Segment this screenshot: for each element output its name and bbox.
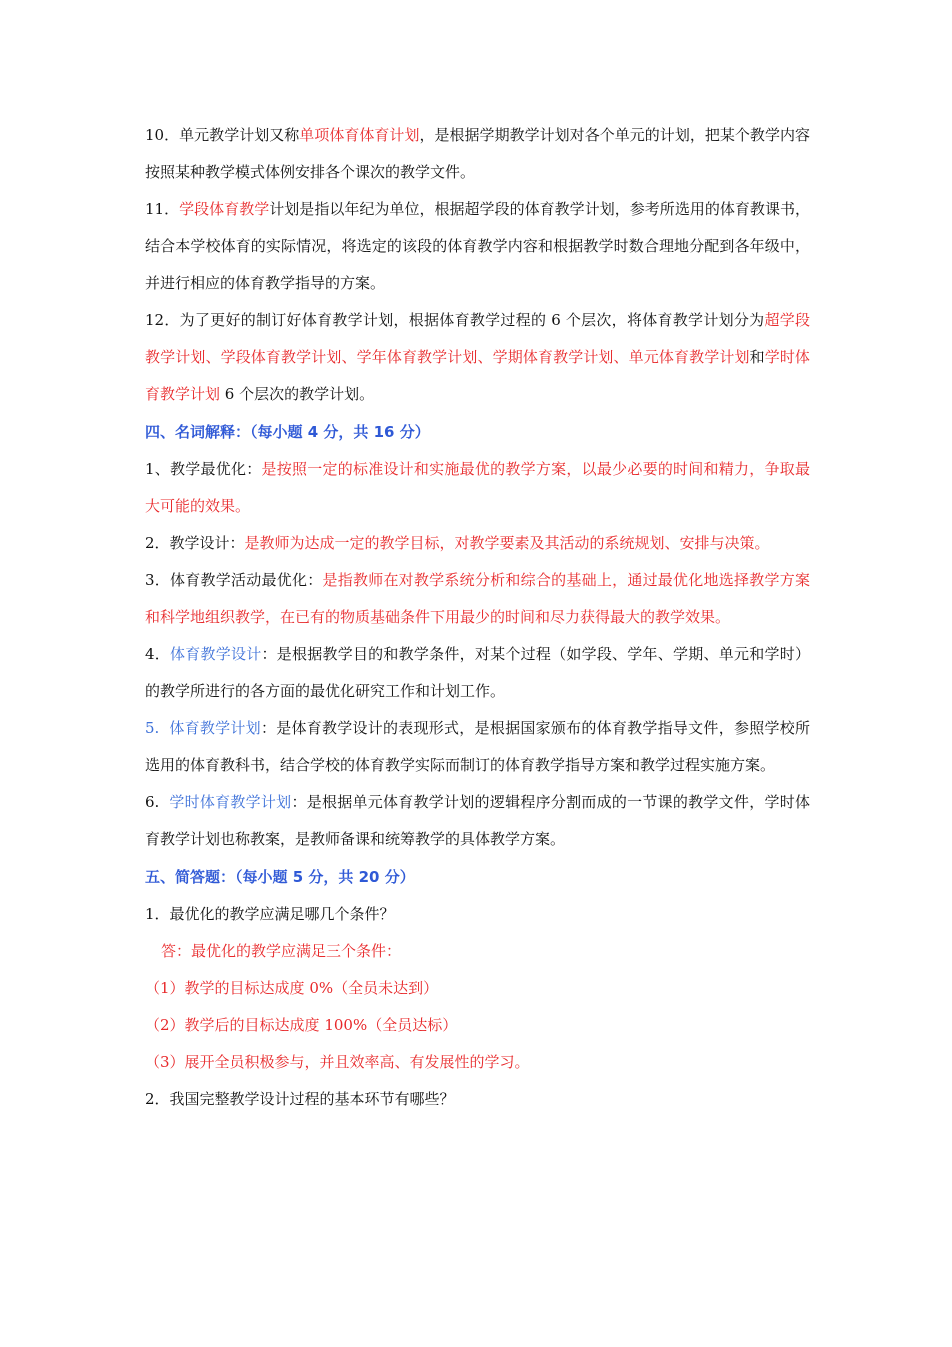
definition-2-text: 是教师为达成一定的教学目标，对教学要素及其活动的系统规划、安排与决策。 xyxy=(244,534,770,552)
definition-1-text: 是按照一定的标准设计和实施最优的教学方案，以最少必要的时间和精力，争取最大可能的效果。 xyxy=(145,460,810,515)
item-12-sep-5: 和 xyxy=(749,348,765,366)
definition-3-text: 是指教师在对教学系统分析和综合的基础上，通过最优化地选择教学方案和科学地组织教学，在已有的物质基础条件下用最少的时间和尽力获得最大的教学效果。 xyxy=(145,571,810,626)
item-12-term-3: 学年体育教学计划 xyxy=(356,348,478,366)
item-12-term-4: 学期体育教学计划 xyxy=(492,348,614,366)
question-2: 2．我国完整教学设计过程的基本环节有哪些？ xyxy=(145,1090,455,1108)
definition-6-text: 是根据单元体育教学计划的逻辑程序分割而成的一节课的教学文件，学时体育教学计划也称教案，是教师备课和统筹教学的具体教学方案。 xyxy=(145,793,810,848)
definition-5 xyxy=(145,710,810,784)
item-12-sep-3: 、 xyxy=(477,348,493,366)
definition-3 xyxy=(145,562,810,636)
item-12-sep-1: 、 xyxy=(205,348,221,366)
answer-1-intro: 答：最优化的教学应满足三个条件： xyxy=(161,942,402,960)
definition-6-term: 学时体育教学计划 xyxy=(169,793,292,811)
item-12-term-6: 学时体育教学计划 xyxy=(145,348,810,403)
item-10-prefix: 10．单元教学计划又称 xyxy=(145,126,300,144)
item-12-term-1: 超学段教学计划 xyxy=(145,311,810,366)
question-1: 1．最优化的教学应满足哪几个条件？ xyxy=(145,905,395,923)
item-12-rest: 6 个层次的教学计划。 xyxy=(220,385,375,403)
item-12-term-5: 单元体育教学计划 xyxy=(628,348,750,366)
definition-4-colon: ： xyxy=(261,645,277,663)
item-12-sep-4: 、 xyxy=(613,348,629,366)
definition-5-number: 5. xyxy=(145,719,170,737)
document-page xyxy=(145,117,810,1118)
definition-6 xyxy=(145,784,810,858)
definition-5-text: 是体育教学设计的表现形式，是根据国家颁布的体育教学指导文件，参照学校所选用的体育教科书，结合学校的体育教学实际而制订的体育教学指导方案和教学过程实施方案。 xyxy=(145,719,810,774)
definition-2-label: 2．教学设计： xyxy=(145,534,245,552)
item-11-prefix: 11． xyxy=(145,200,180,218)
definition-5-colon: ： xyxy=(260,719,277,737)
section-4-heading: 四、名词解释：（每小题 4 分，共 16 分） xyxy=(145,423,430,441)
definition-4-text: 是根据教学目的和教学条件，对某个过程（如学段、学年、学期、单元和学时）的教学所进行的各方面的最优化研究工作和计划工作。 xyxy=(145,645,810,700)
item-12-sep-2: 、 xyxy=(341,348,357,366)
definition-4-number: 4． xyxy=(145,645,171,663)
definition-4 xyxy=(145,636,810,710)
item-12-prefix: 12．为了更好的制订好体育教学计划，根据体育教学过程的 6 个层次，将体育教学计划分为 xyxy=(145,311,765,329)
item-12 xyxy=(145,302,810,413)
section-5-heading: 五、简答题：（每小题 5 分，共 20 分） xyxy=(145,868,415,886)
item-11 xyxy=(145,191,810,302)
definition-4-term: 体育教学设计 xyxy=(170,645,262,663)
definition-1 xyxy=(145,451,810,525)
item-10-term: 单项体育体育计划 xyxy=(299,126,420,144)
item-10-rest: ，是根据学期教学计划对各个单元的计划，把某个教学内容按照某种教学模式体例安排各个课次的教学文件。 xyxy=(145,126,810,181)
definition-6-colon: ： xyxy=(291,793,307,811)
item-12-term-2: 学段体育教学计划 xyxy=(220,348,342,366)
item-10 xyxy=(145,117,810,191)
answer-1-point-1: （1）教学的目标达成度 0%（全员未达到） xyxy=(145,979,439,997)
answer-1-point-3: （3）展开全员积极参与，并且效率高、有发展性的学习。 xyxy=(145,1053,530,1071)
definition-6-number: 6. xyxy=(145,793,170,811)
item-11-rest: 计划是指以年纪为单位，根据超学段的体育教学计划，参考所选用的体育教课书，结合本学校体育的实际情况，将选定的该段的体育教学内容和根据教学时数合理地分配到各年级中，并进行相应的体育教学指导的方案。 xyxy=(145,200,810,292)
answer-1-point-2: （2）教学后的目标达成度 100%（全员达标） xyxy=(145,1016,458,1034)
definition-1-label: 1、教学最优化： xyxy=(145,460,262,478)
definition-3-label: 3．体育教学活动最优化： xyxy=(145,571,323,589)
definition-5-term: 体育教学计划 xyxy=(169,719,261,737)
definition-2 xyxy=(145,525,810,562)
item-11-term: 学段体育教学 xyxy=(179,200,270,218)
